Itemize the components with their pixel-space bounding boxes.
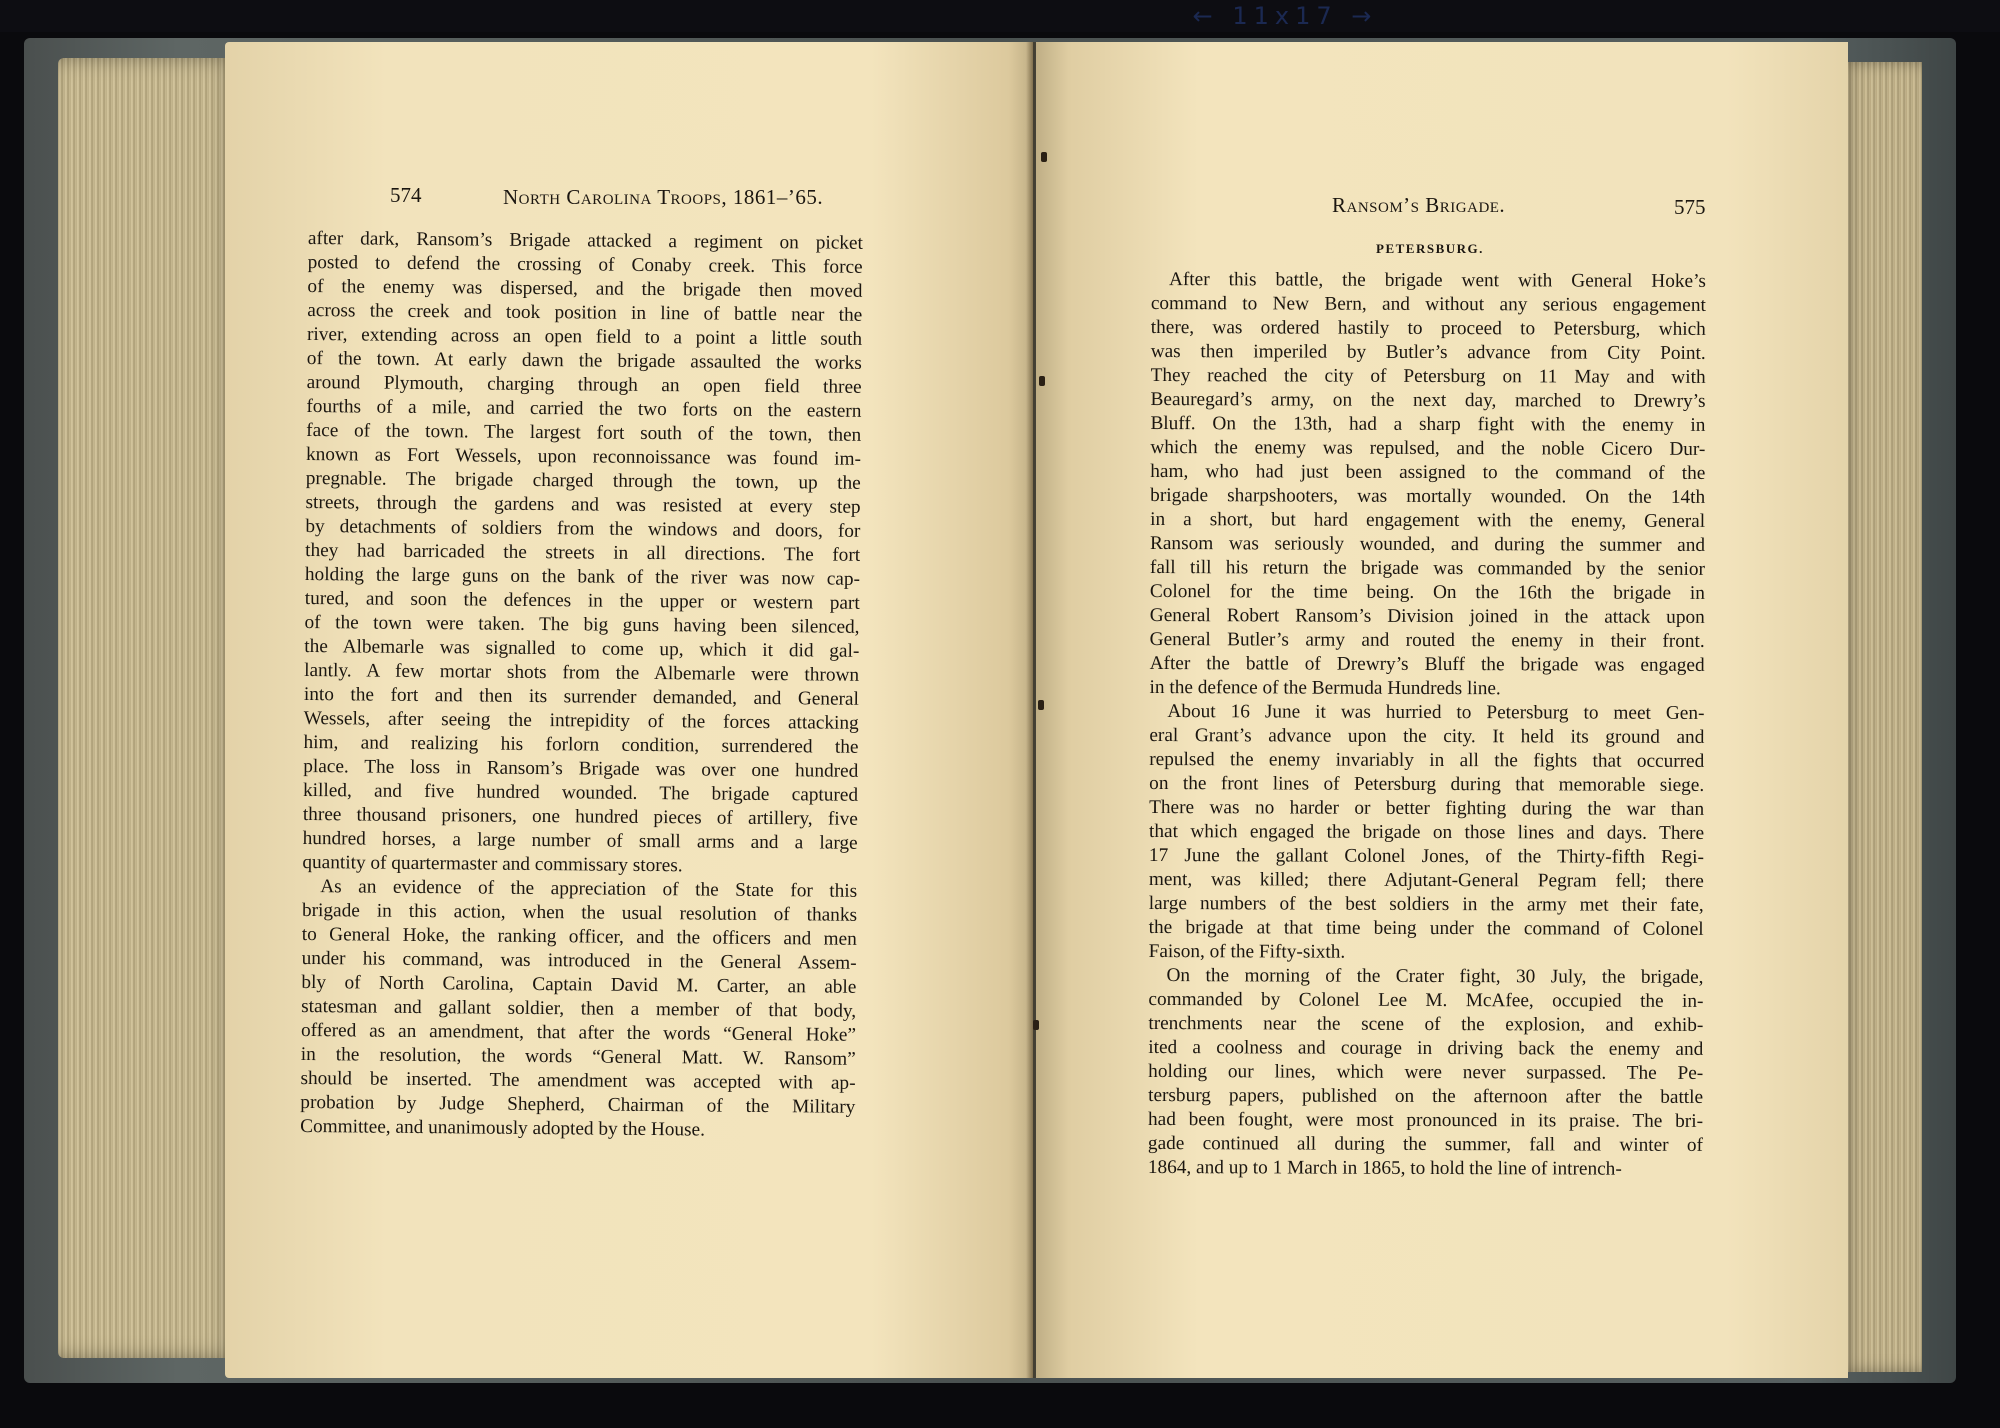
text-line: Wessels, after seeing the intrepidity of the forces attacking [303, 707, 859, 734]
text-line: holding the large guns on the bank of the river was now cap- [304, 563, 861, 590]
text-line: Beauregard’s army, on the next day, marched to Drewry’s [1150, 388, 1706, 412]
right-page-number: 575 [1674, 195, 1706, 219]
right-page-edges [1840, 62, 1922, 1372]
text-line: holding our lines, which were never surpassed. The Pe- [1148, 1060, 1704, 1084]
text-line: him, and realizing his forlorn condition, surrendered the [303, 731, 859, 758]
text-line: brigade sharpshooters, was mortally wounded. On the 14th [1150, 484, 1706, 508]
text-line: they had barricaded the streets in all directions. The fort [305, 539, 861, 566]
text-line: the Albemarle was signalled to come up, which it did gal- [304, 635, 860, 662]
text-line: offered as an amendment, that after the words “General Hoke” [300, 1019, 857, 1046]
text-line: brigade in this action, when the usual resolution of thanks [301, 899, 858, 926]
text-line: into the fort and then its surrender demanded, and General [303, 683, 859, 710]
text-line: Bluff. On the 13th, had a sharp fight with the enemy in [1150, 412, 1706, 436]
text-line: posted to defend the crossing of Conaby creek. This force [307, 251, 863, 278]
text-line: 17 June the gallant Colonel Jones, of the Thirty-fifth Regi- [1148, 844, 1704, 868]
text-line: which the enemy was repulsed, and the noble Cicero Dur- [1150, 436, 1706, 460]
binding-stitch [1033, 1020, 1039, 1030]
text-line: known as Fort Wessels, upon reconnoissance was found im- [305, 443, 862, 470]
text-line: of the town. At early dawn the brigade assaulted the works [306, 347, 862, 374]
text-line: pregnable. The brigade charged through the town, up the [305, 467, 861, 494]
text-line: under his command, was introduced in the General Assem- [301, 947, 857, 974]
text-line: fall till his return the brigade was commanded by the senior [1149, 556, 1705, 580]
text-line: large numbers of the best soldiers in the army met their fate, [1148, 892, 1704, 916]
text-line: of the enemy was dispersed, and the brigade then moved [307, 275, 863, 302]
text-line: eral Grant’s advance upon the city. It held its ground and [1149, 724, 1705, 748]
text-line: General Robert Ransom’s Division joined in the attack upon [1149, 604, 1705, 628]
text-line: place. The loss in Ransom’s Brigade was over one hundred [303, 755, 859, 782]
text-line: that which engaged the brigade on those lines and days. There [1148, 820, 1705, 844]
text-line: there, was ordered hastily to proceed to Petersburg, which [1150, 316, 1706, 340]
text-line: statesman and gallant soldier, then a member of that body, [301, 995, 857, 1022]
left-page [225, 42, 1033, 1378]
text-line: should be inserted. The amendment was accepted with ap- [300, 1067, 856, 1094]
left-page-number: 574 [390, 183, 422, 207]
text-line: Faison, of the Fifty-sixth. [1148, 940, 1346, 963]
text-line: lantly. A few mortar shots from the Albemarle were thrown [304, 659, 860, 686]
text-line: streets, through the gardens and was resisted at every step [305, 491, 861, 518]
binding-stitch [1039, 376, 1045, 386]
binding-stitch [1041, 152, 1047, 162]
text-line: There was no harder or better fighting during the war than [1149, 796, 1705, 820]
text-line: in the defence of the Bermuda Hundreds line. [1149, 676, 1501, 700]
left-page-edges [58, 58, 238, 1358]
text-line: was then imperiled by Butler’s advance from City Point. [1150, 340, 1706, 364]
text-line: ited a coolness and courage in driving back the enemy and [1148, 1036, 1704, 1060]
size-ruler-label: ← 11x17 → [1192, 2, 1378, 30]
text-line: river, extending across an open field to a point a little south [306, 323, 863, 350]
text-line: As an evidence of the appreciation of the State for this [320, 876, 858, 902]
text-line: by detachments of soldiers from the windows and doors, for [305, 515, 861, 542]
binding-stitch [1038, 700, 1044, 710]
text-line: Ransom was seriously wounded, and during the summer and [1150, 532, 1706, 556]
right-running-head: Ransom’s Brigade. [1332, 193, 1506, 217]
text-line: On the morning of the Crater fight, 30 July, the brigade, [1166, 965, 1704, 988]
text-line: fourths of a mile, and carried the two forts on the eastern [306, 395, 862, 422]
text-line: commanded by Colonel Lee M. McAfee, occupied the in- [1148, 988, 1704, 1012]
text-line: command to New Bern, and without any serious engagement [1150, 292, 1706, 316]
text-line: hundred horses, a large number of small arms and a large [302, 827, 858, 854]
right-page-body [1148, 268, 1706, 1182]
text-line: Colonel for the time being. On the 16th the brigade in [1149, 580, 1705, 604]
text-line: in the resolution, the words “General Matt. W. Ransom” [300, 1043, 856, 1070]
text-line: had been fought, were most pronounced in its praise. The bri- [1147, 1108, 1704, 1132]
left-page-body [300, 227, 863, 1144]
text-line: After this battle, the brigade went with General Hoke’s [1168, 269, 1706, 292]
text-line: 1864, and up to 1 March in 1865, to hold the line of intrench- [1147, 1156, 1622, 1180]
left-running-head: North Carolina Troops, 1861–’65. [503, 185, 824, 209]
right-page [1036, 42, 1848, 1378]
text-line: three thousand prisoners, one hundred pieces of artillery, five [302, 803, 858, 830]
text-line: tersburg papers, published on the afternoon after the battle [1148, 1084, 1704, 1108]
text-line: gade continued all during the summer, fall and winter of [1147, 1132, 1703, 1156]
text-line: face of the town. The largest fort south of the town, then [306, 419, 862, 446]
text-line: around Plymouth, charging through an open field three [306, 371, 862, 398]
text-line: ham, who had just been assigned to the command of the [1150, 460, 1706, 484]
text-line: quantity of quartermaster and commissary stores. [302, 851, 683, 877]
text-line: repulsed the enemy invariably in all the fights that occurred [1149, 748, 1705, 772]
text-line: the brigade at that time being under the command of Colonel [1148, 916, 1704, 940]
text-line: Committee, and unanimously adopted by the House. [300, 1115, 706, 1141]
text-line: killed, and five hundred wounded. The brigade captured [302, 779, 859, 806]
text-line: on the front lines of Petersburg during that memorable siege. [1149, 772, 1705, 796]
text-line: tured, and soon the defences in the upper or western part [304, 587, 860, 614]
text-line: in a short, but hard engagement with the enemy, General [1150, 508, 1706, 532]
text-line: trenchments near the scene of the explosion, and exhib- [1148, 1012, 1704, 1036]
text-line: probation by Judge Shepherd, Chairman of the Military [300, 1091, 856, 1118]
section-heading: PETERSBURG. [1376, 241, 1484, 256]
text-line: About 16 June it was hurried to Petersburg to meet Gen- [1167, 701, 1705, 724]
scanner-ruler-strip [0, 0, 2000, 32]
text-line: General Butler’s army and routed the enemy in their front. [1149, 628, 1705, 652]
text-line: After the battle of Drewry’s Bluff the brigade was engaged [1149, 652, 1705, 676]
text-line: across the creek and took position in line of battle near the [307, 299, 863, 326]
text-line: ment, was killed; there Adjutant-General Pegram fell; there [1148, 868, 1704, 892]
text-line: after dark, Ransom’s Brigade attacked a regiment on picket [307, 227, 863, 254]
text-line: They reached the city of Petersburg on 11 May and with [1150, 364, 1706, 388]
text-line: to General Hoke, the ranking officer, and the officers and men [301, 923, 857, 950]
text-line: bly of North Carolina, Captain David M. Carter, an able [301, 971, 857, 998]
text-line: of the town were taken. The big guns having been silenced, [304, 611, 860, 638]
